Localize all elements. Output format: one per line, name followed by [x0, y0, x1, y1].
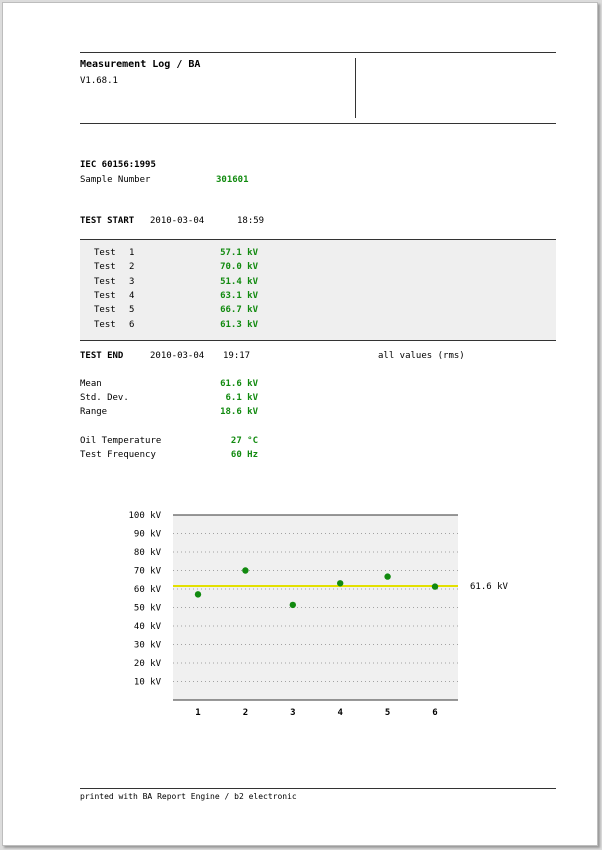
stat-value-std-dev: 6.1 kV [225, 393, 258, 403]
test-number: 6 [129, 319, 135, 330]
data-point [242, 567, 248, 573]
test-end-date: 2010-03-04 [150, 351, 205, 361]
test-number: 2 [129, 262, 135, 273]
test-label: Test [94, 305, 116, 316]
y-tick-label: 60 kV [133, 585, 161, 595]
sample-number-label: Sample Number [80, 175, 151, 185]
test-end-label: TEST END [80, 351, 124, 361]
x-tick-label: 1 [195, 708, 201, 718]
test-number: 4 [129, 290, 135, 301]
test-value: 51.4 kV [220, 276, 258, 287]
test-start-date: 2010-03-04 [150, 216, 205, 226]
test-value: 57.1 kV [220, 248, 258, 258]
stat-label-std-dev: Std. Dev. [80, 393, 129, 403]
test-label: Test [94, 276, 116, 287]
test-label: Test [94, 319, 116, 330]
mean-label: 61.6 kV [470, 582, 508, 593]
test-value: 63.1 kV [220, 290, 258, 301]
x-tick-label: 4 [337, 708, 343, 718]
report-page [2, 2, 598, 846]
test-start-time: 18:59 [237, 216, 265, 226]
test-end-time: 19:17 [223, 351, 251, 361]
footer-rule [80, 788, 556, 789]
y-tick-label: 20 kV [133, 659, 161, 669]
data-point [337, 580, 343, 586]
standard-heading: IEC 60156:1995 [80, 160, 156, 170]
test-frequency-label: Test Frequency [80, 450, 156, 460]
test-value: 66.7 kV [220, 305, 258, 316]
test-label: Test [94, 290, 116, 301]
test-start-label: TEST START [80, 216, 135, 226]
report-version: V1.68.1 [80, 76, 118, 86]
data-point [432, 583, 438, 589]
x-tick-label: 2 [242, 708, 249, 718]
stat-value-mean: 61.6 kV [220, 379, 258, 389]
breakdown-voltage-chart [3, 3, 597, 845]
sample-number-value: 301601 [216, 175, 249, 185]
test-value: 70.0 kV [220, 262, 258, 273]
y-tick-label: 70 kV [133, 566, 161, 577]
oil-temperature-value: 27 °C [230, 436, 258, 446]
footer-text: printed with BA Report Engine / b2 electronic [80, 792, 297, 801]
y-tick-label: 80 kV [133, 548, 161, 558]
plot-area [173, 515, 458, 700]
stat-value-range: 18.6 kV [220, 407, 258, 417]
x-tick-label: 5 [384, 708, 391, 718]
stat-label-mean: Mean [80, 379, 102, 389]
data-point [384, 573, 390, 579]
test-label: Test [94, 248, 116, 258]
values-note: all values (rms) [378, 351, 465, 361]
oil-temperature-label: Oil Temperature [80, 436, 162, 446]
y-tick-label: 100 kV [128, 511, 161, 521]
data-point [195, 591, 201, 597]
y-tick-label: 90 kV [133, 529, 161, 540]
test-label: Test [94, 262, 116, 273]
test-value: 61.3 kV [220, 319, 258, 330]
test-number: 3 [129, 276, 135, 287]
y-tick-label: 40 kV [133, 622, 161, 632]
x-tick-label: 3 [290, 708, 296, 718]
test-number: 5 [129, 305, 135, 316]
y-tick-label: 30 kV [133, 640, 161, 651]
x-tick-label: 6 [432, 708, 438, 718]
stat-label-range: Range [80, 407, 108, 417]
y-tick-label: 50 kV [133, 603, 161, 614]
report-title: Measurement Log / BA [80, 59, 201, 70]
test-number: 1 [129, 248, 135, 258]
data-point [290, 602, 296, 608]
test-frequency-value: 60 Hz [230, 450, 258, 460]
y-tick-label: 10 kV [133, 677, 161, 688]
